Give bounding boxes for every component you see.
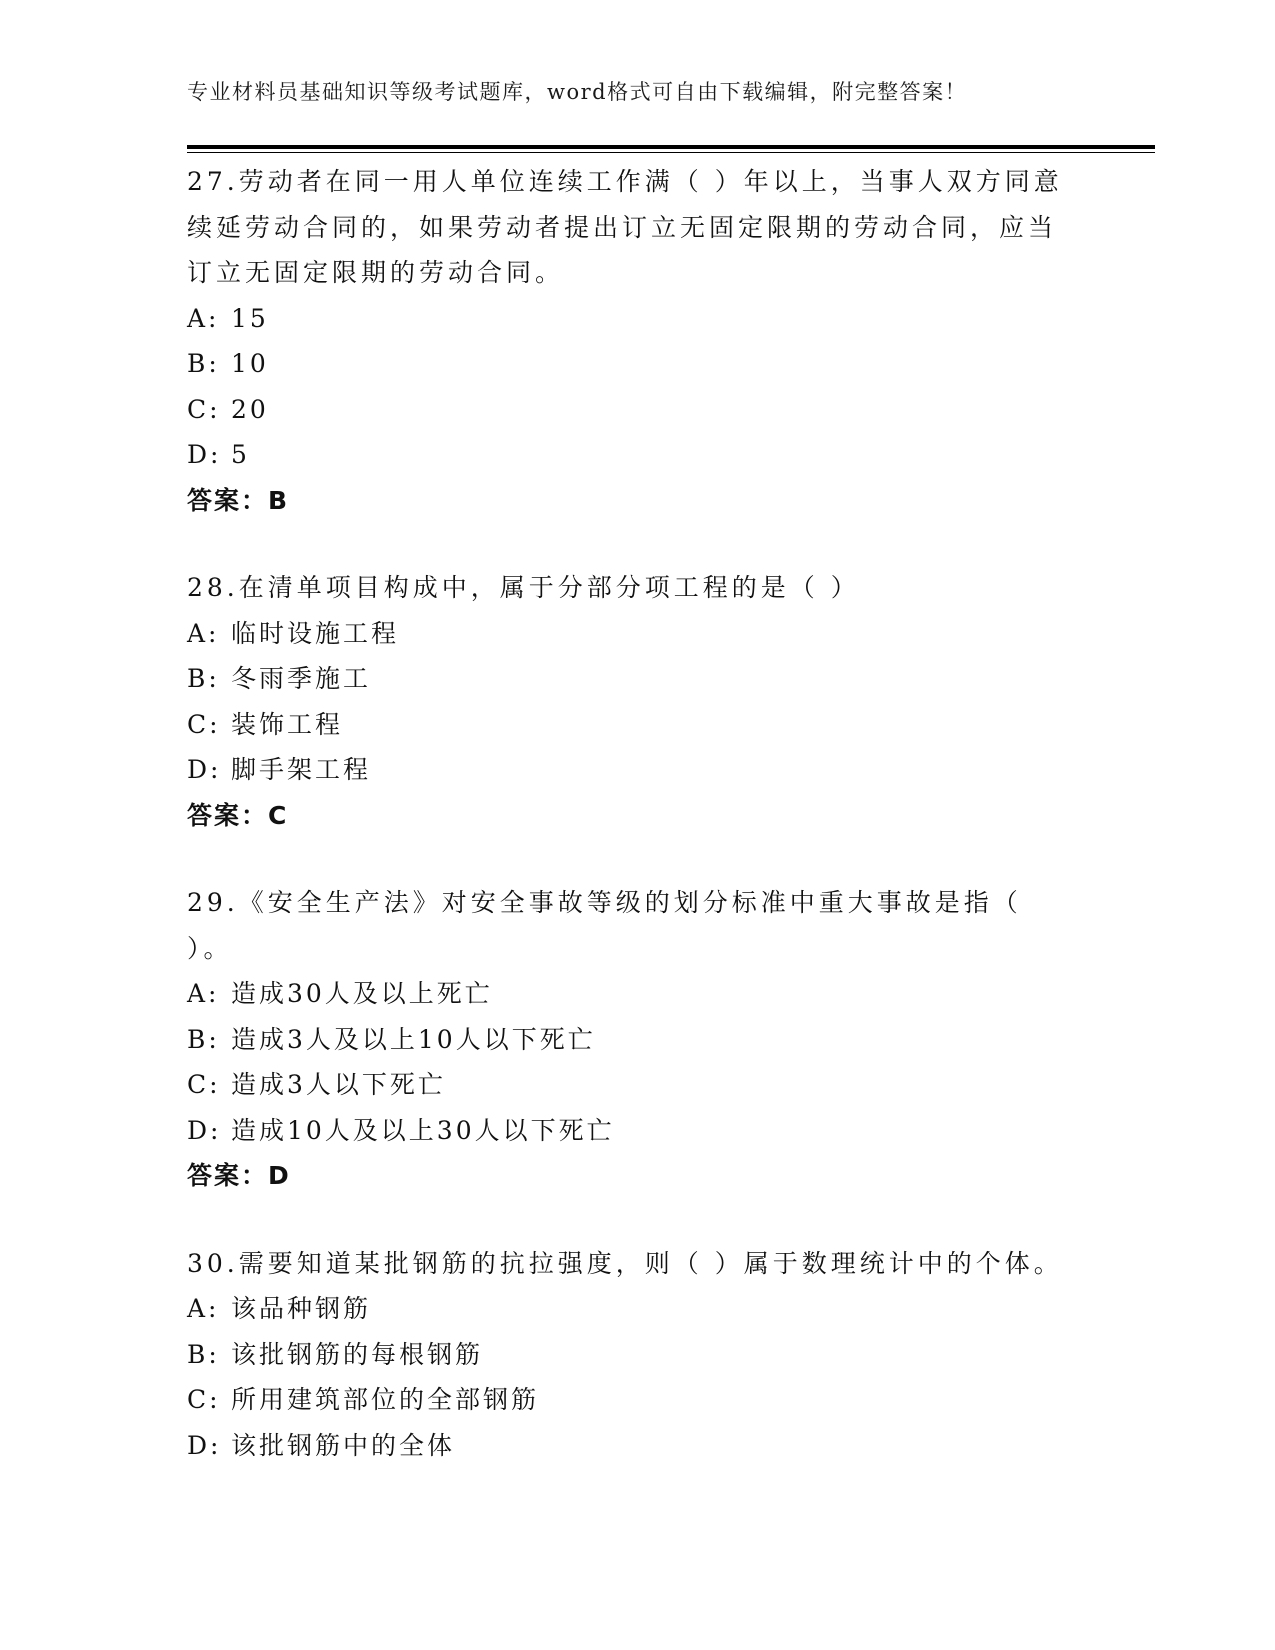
answer-line: 答案：C — [187, 800, 289, 830]
option-d — [187, 747, 1067, 793]
option-c — [187, 702, 1067, 748]
option-text: 5 — [231, 440, 250, 469]
option-text: 该品种钢筋 — [231, 1294, 372, 1323]
option-letter: D: — [187, 1115, 222, 1145]
option-letter: B: — [187, 1024, 220, 1054]
option-text: 装饰工程 — [231, 709, 344, 739]
header-rule-thick — [187, 145, 1155, 149]
answer-line: 答案：D — [187, 1161, 291, 1190]
option-text: 造成30人及以上死亡 — [231, 979, 493, 1008]
option-a — [187, 296, 1067, 342]
option-c — [187, 1377, 1067, 1423]
option-text: 临时设施工程 — [231, 618, 400, 648]
option-d — [187, 1423, 1067, 1469]
option-d — [187, 432, 1067, 478]
question-30 — [187, 1241, 1067, 1469]
option-text: 该批钢筋的每根钢筋 — [231, 1339, 484, 1369]
option-letter: C: — [187, 1070, 221, 1099]
option-letter: A: — [187, 618, 220, 648]
option-text: 10 — [231, 349, 269, 378]
option-a — [187, 971, 1067, 1017]
option-b — [187, 1332, 1067, 1378]
option-text: 20 — [231, 394, 269, 424]
option-b — [187, 1017, 1067, 1063]
header-rule-thin — [187, 152, 1155, 153]
option-letter: D: — [187, 755, 222, 784]
option-letter: C: — [187, 709, 221, 739]
question-28 — [187, 565, 1067, 838]
option-letter: B: — [187, 1339, 220, 1369]
answer-line: 答案：B — [187, 485, 290, 515]
question-stem: 29.《安全生产法》对安全事故等级的划分标准中重大事故是指（ ）。 — [187, 888, 1022, 963]
question-27 — [187, 159, 1067, 523]
option-c — [187, 387, 1067, 433]
option-text: 所用建筑部位的全部钢筋 — [231, 1385, 540, 1414]
option-text: 造成10人及以上30人以下死亡 — [231, 1115, 615, 1145]
question-list — [187, 159, 1067, 1510]
document-header: 专业材料员基础知识等级考试题库，word格式可自由下载编辑，附完整答案！ — [187, 80, 968, 104]
option-letter: A: — [187, 979, 220, 1008]
question-stem: 27.劳动者在同一用人单位连续工作满（ ）年以上，当事人双方同意续延劳动合同的，如果劳动者提出订立无固定限期的劳动合同，应当订立无固定限期的劳动合同。 — [187, 167, 1063, 287]
option-text: 15 — [231, 303, 269, 333]
option-a — [187, 1286, 1067, 1332]
option-d — [187, 1108, 1067, 1154]
option-letter: B: — [187, 349, 220, 378]
option-b — [187, 341, 1067, 387]
option-letter: A: — [187, 303, 220, 333]
question-29 — [187, 880, 1067, 1199]
option-a — [187, 611, 1067, 657]
option-b — [187, 656, 1067, 702]
option-c — [187, 1062, 1067, 1108]
option-letter: C: — [187, 394, 221, 424]
option-text: 造成3人及以上10人以下死亡 — [231, 1024, 596, 1054]
option-text: 冬雨季施工 — [231, 664, 372, 693]
option-letter: D: — [187, 440, 222, 469]
question-stem: 28.在清单项目构成中，属于分部分项工程的是（ ） — [187, 573, 860, 602]
question-stem: 30.需要知道某批钢筋的抗拉强度，则（ ）属于数理统计中的个体。 — [187, 1248, 1063, 1278]
option-letter: B: — [187, 664, 220, 693]
option-letter: C: — [187, 1385, 221, 1414]
option-letter: D: — [187, 1430, 222, 1460]
option-text: 该批钢筋中的全体 — [231, 1430, 456, 1460]
option-letter: A: — [187, 1294, 220, 1323]
option-text: 造成3人以下死亡 — [231, 1070, 446, 1099]
option-text: 脚手架工程 — [231, 755, 372, 784]
